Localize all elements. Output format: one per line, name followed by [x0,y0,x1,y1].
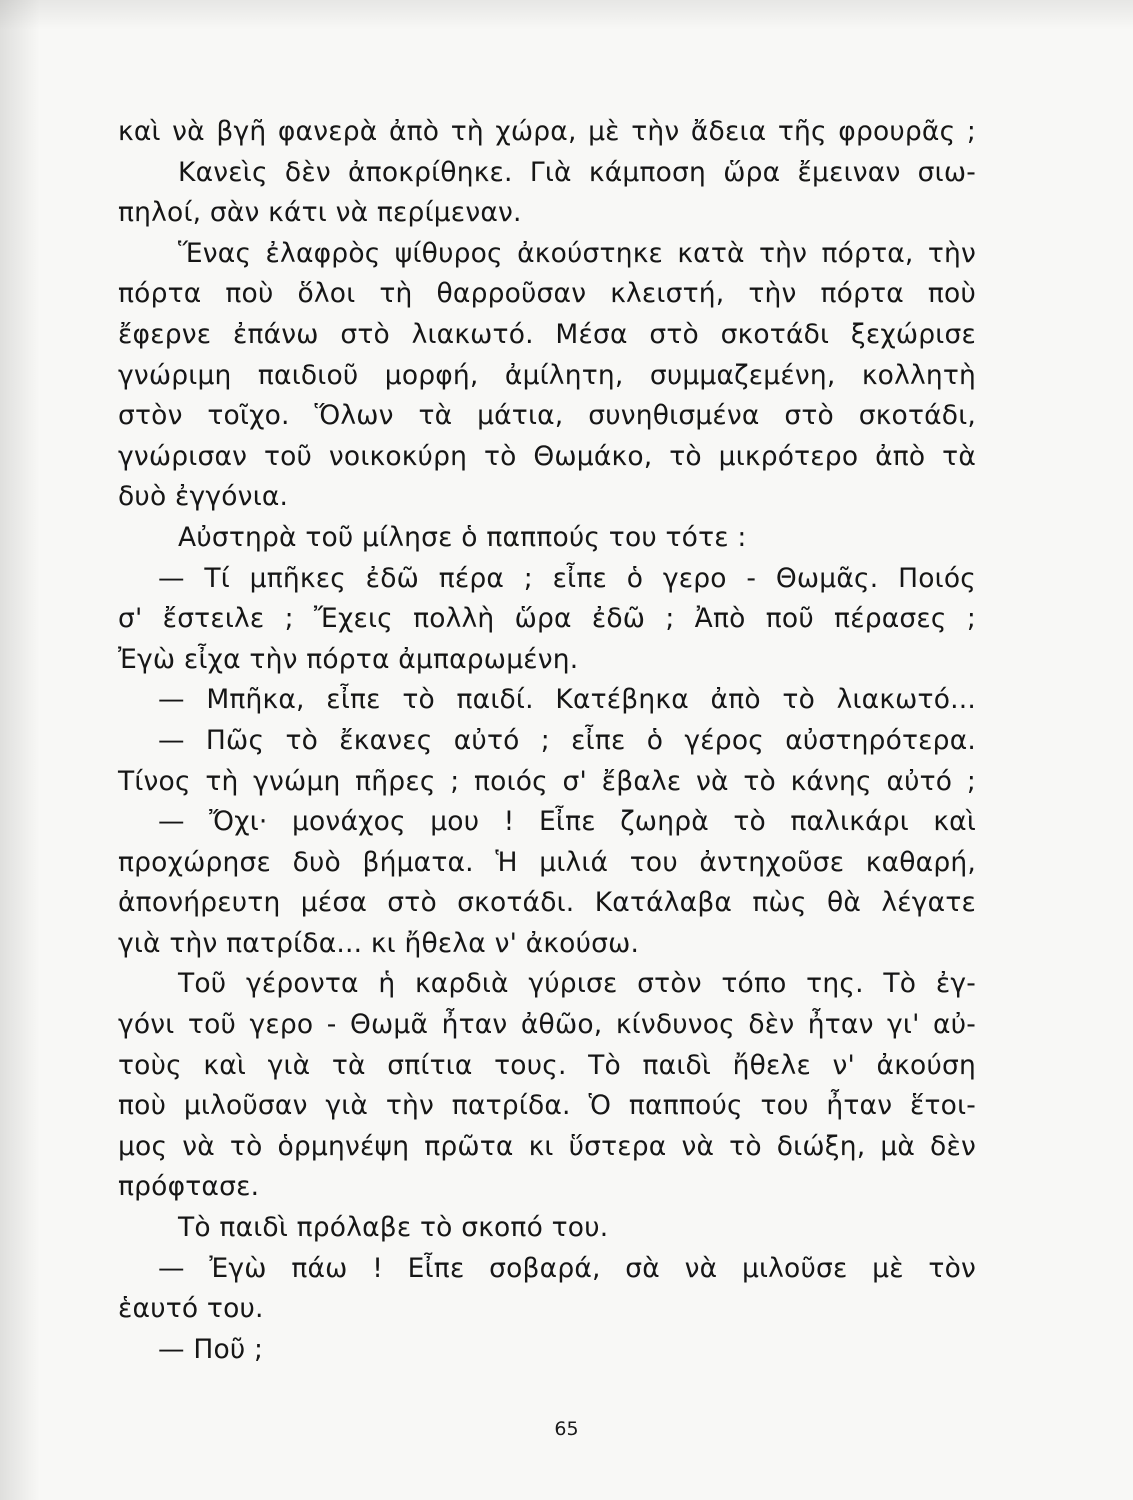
text-line: ποὺ μιλοῦσαν γιὰ τὴν πατρίδα. Ὁ παππούς του ἦταν ἕτοι- [118,1090,976,1122]
text-line: ἔφερνε ἐπάνω στὸ λιακωτό. Μέσα στὸ σκοτάδι ξεχώρισε [118,318,976,350]
text-line: σ' ἔστειλε ; Ἔχεις πολλὴ ὥρα ἐδῶ ; Ἀπὸ ποῦ πέρασες ; [118,603,976,635]
text-line: Τὸ παιδὶ πρόλαβε τὸ σκοπό του. [178,1212,609,1244]
body-text [118,112,976,1370]
top-shadow [0,0,1133,30]
text-line: Κανεὶς δὲν ἀποκρίθηκε. Γιὰ κάμποση ὥρα ἔμειναν σιω- [178,156,976,188]
text-line: πόρτα ποὺ ὅλοι τὴ θαρροῦσαν κλειστή, τὴν πόρτα ποὺ [118,278,976,310]
text-line: Ἐγὼ εἶχα τὴν πόρτα ἀμπαρωμένη. [118,643,579,675]
text-line: προχώρησε δυὸ βήματα. Ἡ μιλιά του ἀντηχοῦσε καθαρή, [118,846,976,878]
text-line: — Μπῆκα, εἶπε τὸ παιδί. Κατέβηκα ἀπὸ τὸ λιακωτό... [158,684,976,716]
text-line: τοὺς καὶ γιὰ τὰ σπίτια τους. Τὸ παιδὶ ἤθελε ν' ἀκούση [118,1049,976,1081]
text-line: γιὰ τὴν πατρίδα... κι ἤθελα ν' ἀκούσω. [118,927,640,959]
text-line: Τοῦ γέροντα ἡ καρδιὰ γύρισε στὸν τόπο της. Τὸ ἐγ- [178,968,976,1000]
text-line: — Τί μπῆκες ἐδῶ πέρα ; εἶπε ὁ γερο - Θωμᾶς. Ποιός [158,562,976,594]
text-line: Τίνος τὴ γνώμη πῆρες ; ποιός σ' ἔβαλε νὰ τὸ κάνης αὐτό ; [118,765,976,797]
text-line: Αὐστηρὰ τοῦ μίλησε ὁ παππούς του τότε : [178,521,747,553]
text-line: πηλοί, σὰν κάτι νὰ περίμεναν. [118,197,522,229]
text-line: ἀπονήρευτη μέσα στὸ σκοτάδι. Κατάλαβα πὼς θὰ λέγατε [118,887,976,919]
text-line: — Πῶς τὸ ἔκανες αὐτό ; εἶπε ὁ γέρος αὐστηρότερα. [158,724,976,756]
text-line: δυὸ ἐγγόνια. [118,481,289,513]
text-line: πρόφτασε. [118,1171,260,1203]
spine-shadow [0,0,40,1500]
text-line: γνώρισαν τοῦ νοικοκύρη τὸ Θωμάκο, τὸ μικρότερο ἀπὸ τὰ [118,440,976,472]
text-line: γόνι τοῦ γερο - Θωμᾶ ἦταν ἀθῶο, κίνδυνος δὲν ἦταν γι' αὐ- [118,1009,976,1041]
text-line: ἑαυτό του. [118,1293,264,1325]
text-line: καὶ νὰ βγῆ φανερὰ ἀπὸ τὴ χώρα, μὲ τὴν ἄδεια τῆς φρουρᾶς ; [118,116,976,147]
text-line: Ἕνας ἐλαφρὸς ψίθυρος ἀκούστηκε κατὰ τὴν πόρτα, τὴν [178,237,976,269]
text-line: μος νὰ τὸ ὁρμηνέψη πρῶτα κι ὕστερα νὰ τὸ διώξη, μὰ δὲν [118,1130,976,1162]
text-line: — Ὄχι· μονάχος μου ! Εἶπε ζωηρὰ τὸ παλικάρι καὶ [158,806,976,838]
page-number: 65 [554,1418,579,1440]
text-line: — Ἐγὼ πάω ! Εἶπε σοβαρά, σὰ νὰ μιλοῦσε μὲ τὸν [158,1252,976,1284]
text-line: — Ποῦ ; [158,1333,264,1365]
text-line: γνώριμη παιδιοῦ μορφή, ἀμίλητη, συμμαζεμένη, κολλητὴ [118,359,976,391]
text-line: στὸν τοῖχο. Ὅλων τὰ μάτια, συνηθισμένα στὸ σκοτάδι, [118,400,976,432]
